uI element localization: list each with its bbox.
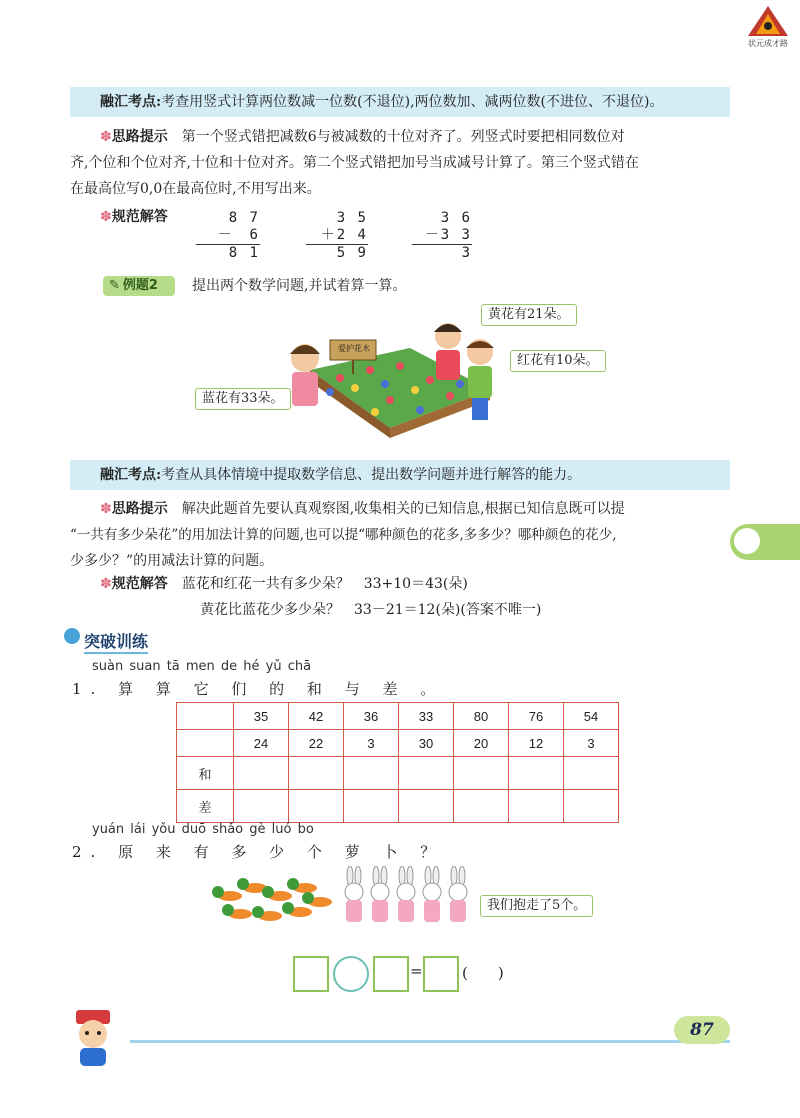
calc-mid: －3 3 [424,227,472,243]
answer-box[interactable] [373,956,409,992]
silu-paragraph-2 [70,496,730,574]
vertical-calc [196,210,260,262]
guifan-block-2 [70,571,730,623]
answer-cell[interactable] [564,790,619,823]
table-cell: 3 [564,730,619,757]
answer-cell[interactable] [344,757,399,790]
table-cell: 30 [399,730,454,757]
silu-paragraph-1 [70,124,730,202]
bunny-face-icon [734,528,760,554]
table-cell: 54 [564,703,619,730]
example-badge-label: 例题2 [122,278,158,293]
example-prompt: 提出两个数学问题,并试着算一算。 [192,278,407,294]
speech-bubble-rabbits: 我们抱走了5个。 [480,895,593,917]
mascot-icon [62,1006,124,1068]
guifan-label: 规范解答 [111,209,168,225]
unit-parentheses: ( ) [462,964,504,982]
table-cell: 20 [454,730,509,757]
sum-row-label: 和 [177,757,234,790]
answer-cell[interactable] [564,757,619,790]
carrots-rabbits-illustration [200,866,470,936]
carrots-icon [200,866,470,936]
q2-number: 2. [72,843,105,861]
table-cell: 35 [234,703,289,730]
calc-result: 8 1 [196,244,260,262]
bulb-icon [64,628,80,644]
table-cell: 76 [509,703,564,730]
flower-icon: ✽ [100,129,112,145]
answer-box[interactable] [293,956,329,992]
table-cell: 24 [234,730,289,757]
q2-pinyin: yuán lái yǒu duō shǎo gè luó bo [92,822,314,837]
calc-top: 3 5 [336,210,368,226]
table-cell: 80 [454,703,509,730]
answer-cell[interactable] [289,790,344,823]
table-cell: 3 [344,730,399,757]
answer-cell[interactable] [234,790,289,823]
table-cell [177,730,234,757]
silu-label: 思路提示 [111,501,168,517]
vertical-calc [306,210,368,262]
silu-line: 在最高位写0,0在最高位时,不用写出来。 [70,181,321,197]
flower-icon: ✽ [100,501,112,517]
answer-cell[interactable] [289,757,344,790]
kaodian-label: 融汇考点: [100,94,162,110]
speech-bubble-yellow: 黄花有21朵。 [481,304,577,326]
calc-result: 3 [412,244,472,262]
vertical-calc [412,210,472,262]
calc-mid: ＋2 4 [320,227,368,243]
operator-circle[interactable] [333,956,369,992]
q1-pinyin: suàn suan tā men de hé yǔ chā [92,659,312,674]
answer-cell[interactable] [509,790,564,823]
answer-cell[interactable] [399,790,454,823]
sum-diff-table [176,702,619,823]
logo-text: 状元成才路 [748,39,788,48]
silu-line: 解决此题首先要认真观察图,收集相关的已知信息,根据已知信息既可以提 [181,501,625,517]
example-badge [103,276,175,296]
pencil-icon: ✎ [109,278,120,293]
speech-bubble-red: 红花有10朵。 [510,350,606,372]
table-cell: 33 [399,703,454,730]
answer-cell[interactable] [234,757,289,790]
sign-text: 爱护花木 [338,344,370,353]
kaodian-band-2 [70,460,730,490]
table-cell: 12 [509,730,564,757]
answer-cell[interactable] [344,790,399,823]
silu-line: “一共有多少朵花”的用加法计算的问题,也可以提“哪种颜色的花多,多多少？哪种颜色的花少, [70,527,617,543]
diff-row-label: 差 [177,790,234,823]
table-cell: 22 [289,730,344,757]
publisher-logo [744,4,792,54]
mascot-boy-illustration [62,1006,124,1068]
calc-top: 8 7 [228,210,260,226]
guifan-label: 规范解答 [111,576,168,592]
answer-line: 黄花比蓝花少多少朵？ 33－21＝12(朵)(答案不唯一) [200,602,542,618]
q2-text [72,841,444,862]
training-title: 突破训练 [84,629,148,654]
flower-icon: ✽ [100,209,112,225]
answer-cell[interactable] [454,790,509,823]
pyramid-logo-icon [744,4,792,38]
q2-prompt: 原 来 有 多 少 个 萝 卜 ？ [118,843,445,861]
table-cell: 36 [344,703,399,730]
q1-text [72,678,444,699]
answer-box[interactable] [423,956,459,992]
answer-cell[interactable] [454,757,509,790]
calc-mid: － 6 [217,227,260,243]
footer-divider [130,1040,730,1043]
kaodian-text: 考查从具体情境中提取数学信息、提出数学问题并进行解答的能力。 [161,467,582,483]
speech-bubble-blue: 蓝花有33朵。 [195,388,291,410]
silu-label: 思路提示 [111,129,168,145]
answer-cell[interactable] [509,757,564,790]
q1-number: 1. [72,680,105,698]
silu-line: 齐,个位和个位对齐,十位和十位对齐。第二个竖式错把加号当成减号计算了。第三个竖式错在 [70,155,639,171]
equals-sign: = [410,962,423,980]
flower-icon: ✽ [100,576,112,592]
page-number: 87 [674,1016,730,1044]
kaodian-text: 考查用竖式计算两位数减一位数(不退位),两位数加、减两位数(不进位、不退位)。 [161,94,664,110]
table-cell [177,703,234,730]
answer-cell[interactable] [399,757,454,790]
table-cell: 42 [289,703,344,730]
silu-line: 第一个竖式错把减数6与被减数的十位对齐了。列竖式时要把相同数位对 [181,129,625,145]
kaodian-label: 融汇考点: [100,467,162,483]
calc-result: 5 9 [306,244,368,262]
silu-line: 少多少？”的用减法计算的问题。 [70,553,274,569]
kaodian-band-1 [70,87,730,117]
calc-top: 3 6 [440,210,472,226]
answer-line: 蓝花和红花一共有多少朵？ 33+10＝43(朵) [181,576,468,592]
q1-prompt: 算 算 它 们 的 和 与 差 。 [118,680,445,698]
side-tab [730,524,800,560]
